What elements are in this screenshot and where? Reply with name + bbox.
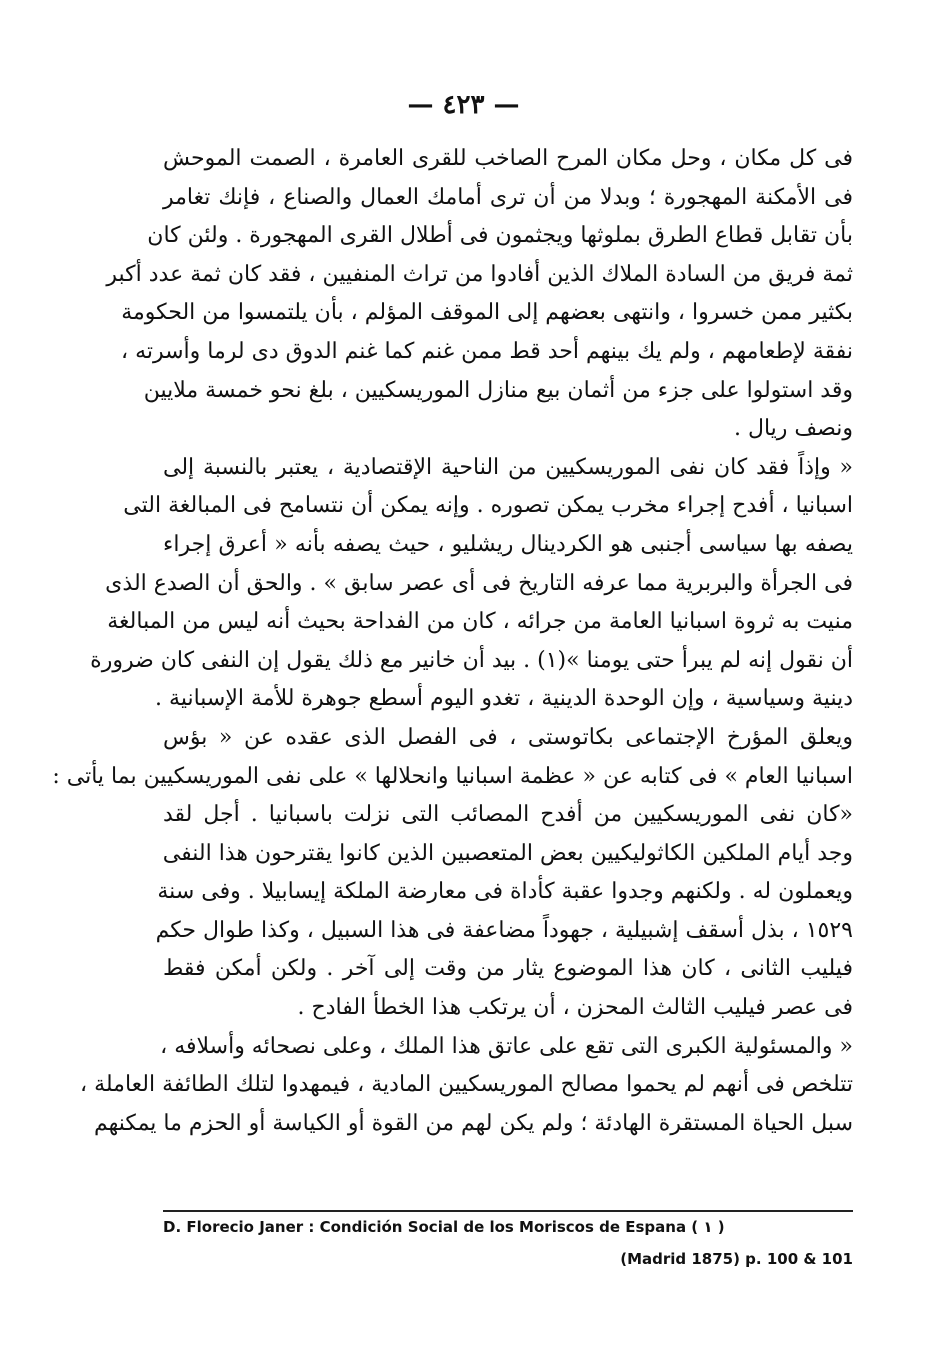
text-line: ويعملون له . ولكنهم وجدوا عقبة كأداة فى معارضة الملكة إيسابيلا . وفى سنة [157,879,853,905]
text-line: وقد استولوا على جزء من أثمان بيع منازل الموريسكيين ، بلغ نحو خمسة ملايين [143,377,853,403]
text-line: فى عصر فيليب الثالث المحزن ، أن يرتكب هذا الخطأ الفادح . [297,995,853,1021]
footnote-citation-continued: (Madrid 1875) p. 100 & 101 [620,1250,853,1268]
text-line: سبل الحياة المستقرة الهادئة ؛ ولم يكن لهم من القوة أو الكياسة أو الحزم ما يمكنهم [94,1110,853,1136]
text-line: منيت به ثروة اسبانيا العامة من جرائه ، كان من الفداحة بحيث أنه ليس من المبالغة [107,609,853,635]
page-number: — ٤٢٣ — [407,90,520,120]
text-line: وجد أيام الملكين الكاثوليكيين بعض المتعصبين الذين كانوا يقترحون هذا النفى [162,840,853,866]
text-line: اسبانيا العام » فى كتابه عن « عظمة اسبانيا وانحلالها » على نفى الموريسكيين بما يأتى : [52,763,853,789]
text-line: دينية وسياسية ، وإن الوحدة الدينية ، تغدو اليوم أسطع جوهرة للأمة الإسبانية . [155,686,853,712]
text-line: ١٥٢٩ ، بذل أسقف إشبيلية ، جهوداً مضاعفة فى هذا السبيل ، وكذا طوال حكم [155,917,853,943]
text-line: بكثير ممن خسروا ، وانتهى بعضهم إلى الموقف المؤلم ، بأن يلتمسوا من الحكومة [121,300,853,326]
footnote-divider [163,1210,853,1212]
body-text [52,140,853,1143]
footnote-citation: D. Florecio Janer : Condición Social de los Moriscos de Espana ( ١ ) [163,1218,725,1236]
text-line: فى الأمكنة المهجورة ؛ وبدلا من أن ترى أمامك العمال والصناع ، فإنك تغامر [163,184,853,210]
text-line: فى كل مكان ، وحل مكان المرح الصاخب للقرى العامرة ، الصمت الموحش [163,146,853,171]
text-line: تتلخص فى أنهم لم يحموا مصالح الموريسكيين المادية ، فيمهدوا لتلك الطائفة العاملة ، [80,1072,853,1098]
text-line: فيليب الثانى ، كان هذا الموضوع يثار من وقت إلى آخر . ولكن أمكن فقط [163,956,853,982]
text-line: « وإذاً فقد كان نفى الموريسكيين من الناحية الإقتصادية ، يعتبر بالنسبة إلى [163,454,853,480]
text-line: بأن تقابل قطاع الطرق بملوثها ويجثمون فى أطلال القرى المهجورة . ولئن كان [147,223,853,249]
text-line: ويعلق المؤرخ الإجتماعى بكاتوستى ، فى الفصل الذى عقده عن « بؤس [163,724,853,750]
text-line: «كان نفى الموريسكيين من أفدح المصائب التى نزلت باسبانيا . أجل لقد [163,802,853,828]
text-line: فى الجرأة والبربرية مما عرفه التاريخ فى أى عصر سابق » . والحق أن الصدع الذى [105,570,853,596]
text-line: اسبانيا ، أفدح إجراء مخرب يمكن تصوره . وإنه يمكن أن نتسامح فى المبالغة التى [123,493,853,519]
text-line: ثمة فريق من السادة الملاك الذين أفادوا من تراث المنفيين ، فقد كان ثمة عدد أكبر [106,261,853,287]
text-line: « والمسئولية الكبرى التى تقع على عاتق هذا الملك ، وعلى نصحائه وأسلافه ، [160,1033,853,1059]
text-line: أن نقول إنه لم يبرأ حتى يومنا »(١) . بيد أن خانير مع ذلك يقول إن النفى كان ضرورة [90,647,853,673]
text-line: ونصف ريال . [733,416,853,442]
text-line: نفقة لإطعامهم ، ولم يك بينهم أحد قط ممن غنم كما غنم الدوق دى لرما وأسرته ، [120,338,853,364]
text-line: يصفه بها سياسى أجنبى هو الكردينال ريشليو ، حيث يصفه بأنه « أعرق إجراء [163,531,853,557]
